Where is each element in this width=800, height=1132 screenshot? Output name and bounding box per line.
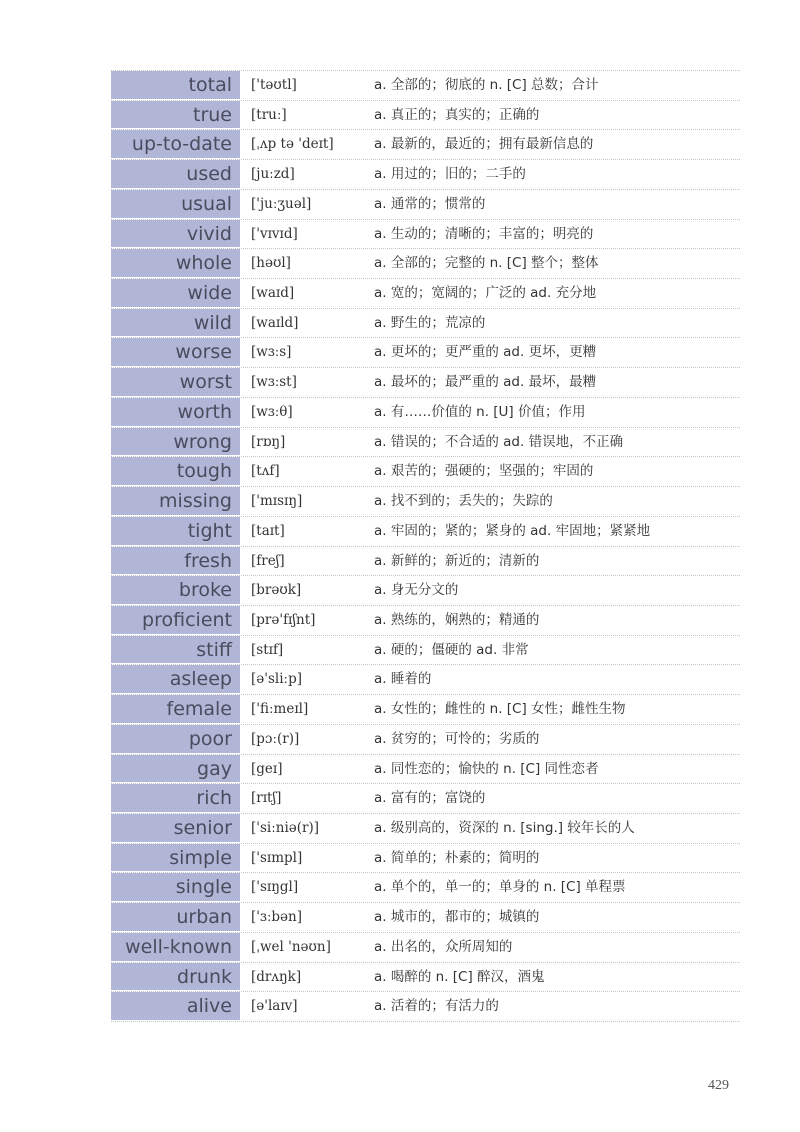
pronunciation: [ˌwel 'nəʊn]: [251, 938, 331, 955]
pronunciation: [həʊl]: [251, 255, 291, 272]
vocab-row: [111, 428, 740, 458]
vocab-row: [111, 368, 740, 398]
pronunciation: [rɪtʃ]: [251, 790, 282, 807]
pronunciation: [wɜːst]: [251, 374, 297, 391]
definition: a. 生动的；清晰的；丰富的；明亮的: [374, 225, 594, 242]
definition: a. 级别高的，资深的 n. [sing.] 较年长的人: [374, 819, 635, 836]
pronunciation: [juːzd]: [251, 166, 295, 183]
headword: vivid: [111, 220, 240, 249]
vocab-row: [111, 279, 740, 309]
definition: a. 最坏的；最严重的 ad. 最坏，最糟: [374, 374, 597, 391]
headword: tough: [111, 457, 240, 486]
headword: total: [111, 71, 240, 100]
headword: female: [111, 695, 240, 724]
pronunciation: ['ɜːbən]: [251, 909, 302, 926]
vocab-row: [111, 398, 740, 428]
headword: wrong: [111, 428, 240, 457]
headword: usual: [111, 190, 240, 219]
pronunciation: [drʌŋk]: [251, 968, 302, 985]
definition: a. 身无分文的: [374, 582, 459, 599]
vocab-row: [111, 636, 740, 666]
headword: simple: [111, 844, 240, 873]
headword: stiff: [111, 636, 240, 665]
vocab-row: [111, 873, 740, 903]
vocab-row: [111, 933, 740, 963]
pronunciation: ['vɪvɪd]: [251, 225, 298, 242]
vocab-row: [111, 992, 740, 1022]
vocab-row: [111, 487, 740, 517]
vocab-row: [111, 101, 740, 131]
vocab-row: [111, 249, 740, 279]
headword: worst: [111, 368, 240, 397]
headword: well-known: [111, 933, 240, 962]
headword: poor: [111, 725, 240, 754]
pronunciation: [waɪld]: [251, 314, 299, 331]
vocab-row: [111, 665, 740, 695]
definition: a. 更坏的；更严重的 ad. 更坏，更糟: [374, 344, 597, 361]
pronunciation: [ə'sliːp]: [251, 671, 302, 688]
definition: a. 城市的，都市的；城镇的: [374, 909, 540, 926]
pronunciation: ['siːniə(r)]: [251, 819, 320, 836]
definition: a. 单个的，单一的；单身的 n. [C] 单程票: [374, 879, 626, 896]
vocab-row: [111, 547, 740, 577]
vocab-row: [111, 517, 740, 547]
vocab-row: [111, 695, 740, 725]
headword: missing: [111, 487, 240, 516]
vocab-row: [111, 160, 740, 190]
pronunciation: ['fiːmeɪl]: [251, 701, 309, 718]
vocabulary-table: [111, 70, 740, 1022]
definition: a. 艰苦的；强硬的；坚强的；牢固的: [374, 463, 594, 480]
headword: drunk: [111, 963, 240, 992]
pronunciation: [stɪf]: [251, 641, 284, 658]
pronunciation: ['təʊtl]: [251, 77, 297, 93]
pronunciation: ['sɪŋgl]: [251, 879, 299, 896]
vocab-row: [111, 190, 740, 220]
headword: single: [111, 873, 240, 902]
definition: a. 喝醉的 n. [C] 醉汉，酒鬼: [374, 968, 545, 985]
vocab-row: [111, 606, 740, 636]
headword: gay: [111, 755, 240, 784]
pronunciation: [truː]: [251, 106, 287, 123]
vocab-row: [111, 784, 740, 814]
vocab-row: [111, 309, 740, 339]
pronunciation: [prə'fɪʃnt]: [251, 611, 316, 628]
pronunciation: [rɒŋ]: [251, 433, 286, 450]
vocab-row: [111, 963, 740, 993]
pronunciation: [ˌʌp tə 'deɪt]: [251, 136, 334, 153]
headword: used: [111, 160, 240, 189]
definition: a. 宽的；宽阔的；广泛的 ad. 充分地: [374, 285, 597, 302]
definition: a. 贫穷的；可怜的；劣质的: [374, 730, 540, 747]
definition: a. 活着的；有活力的: [374, 998, 499, 1015]
headword: asleep: [111, 665, 240, 694]
definition: a. 全部的；完整的 n. [C] 整个；整体: [374, 255, 599, 272]
headword: worth: [111, 398, 240, 427]
vocab-row: [111, 220, 740, 250]
definition: a. 出名的，众所周知的: [374, 938, 513, 955]
headword: proficient: [111, 606, 240, 635]
definition: a. 错误的；不合适的 ad. 错误地，不正确: [374, 433, 624, 450]
vocab-row: [111, 457, 740, 487]
vocab-row: [111, 338, 740, 368]
pronunciation: [wɜːs]: [251, 344, 292, 361]
definition: a. 女性的；雌性的 n. [C] 女性；雌性生物: [374, 701, 626, 718]
headword: wild: [111, 309, 240, 338]
headword: alive: [111, 992, 240, 1021]
vocab-row: [111, 903, 740, 933]
definition: a. 熟练的，娴熟的；精通的: [374, 611, 540, 628]
pronunciation: ['sɪmpl]: [251, 849, 303, 866]
pronunciation: [freʃ]: [251, 552, 285, 569]
definition: a. 睡着的: [374, 671, 432, 688]
definition: a. 真正的；真实的；正确的: [374, 106, 540, 123]
headword: tight: [111, 517, 240, 546]
definition: a. 最新的，最近的；拥有最新信息的: [374, 136, 594, 153]
vocab-row: [111, 755, 740, 785]
vocab-row: [111, 844, 740, 874]
pronunciation: [taɪt]: [251, 522, 285, 539]
definition: a. 野生的；荒凉的: [374, 314, 486, 331]
pronunciation: ['mɪsɪŋ]: [251, 493, 303, 510]
pronunciation: ['juːʒuəl]: [251, 195, 312, 212]
pronunciation: [ə'laɪv]: [251, 998, 298, 1015]
headword: rich: [111, 784, 240, 813]
definition: a. 简单的；朴素的；简明的: [374, 849, 540, 866]
headword: true: [111, 101, 240, 130]
definition: a. 牢固的；紧的；紧身的 ad. 牢固地；紧紧地: [374, 522, 651, 539]
definition: a. 全部的；彻底的 n. [C] 总数；合计: [374, 77, 599, 93]
headword: broke: [111, 576, 240, 605]
definition: a. 富有的；富饶的: [374, 790, 486, 807]
headword: whole: [111, 249, 240, 278]
definition: a. 硬的；僵硬的 ad. 非常: [374, 641, 529, 658]
pronunciation: [geɪ]: [251, 760, 283, 777]
headword: senior: [111, 814, 240, 843]
definition: a. 通常的；惯常的: [374, 195, 486, 212]
pronunciation: [wɜːθ]: [251, 403, 293, 420]
pronunciation: [brəʊk]: [251, 582, 302, 599]
pronunciation: [pɔː(r)]: [251, 730, 300, 747]
headword: worse: [111, 338, 240, 367]
pronunciation: [tʌf]: [251, 463, 280, 480]
pronunciation: [waɪd]: [251, 285, 295, 302]
vocab-row: [111, 725, 740, 755]
headword: fresh: [111, 547, 240, 576]
definition: a. 新鲜的；新近的；清新的: [374, 552, 540, 569]
vocab-row: [111, 130, 740, 160]
definition: a. 用过的；旧的；二手的: [374, 166, 526, 183]
vocab-row: [111, 576, 740, 606]
vocab-row: [111, 71, 740, 101]
headword: urban: [111, 903, 240, 932]
definition: a. 有……价值的 n. [U] 价值；作用: [374, 403, 586, 420]
headword: wide: [111, 279, 240, 308]
headword: up-to-date: [111, 130, 240, 159]
vocab-row: [111, 814, 740, 844]
definition: a. 同性恋的；愉快的 n. [C] 同性恋者: [374, 760, 599, 777]
page-number: 429: [708, 1078, 729, 1093]
definition: a. 找不到的；丢失的；失踪的: [374, 493, 553, 510]
